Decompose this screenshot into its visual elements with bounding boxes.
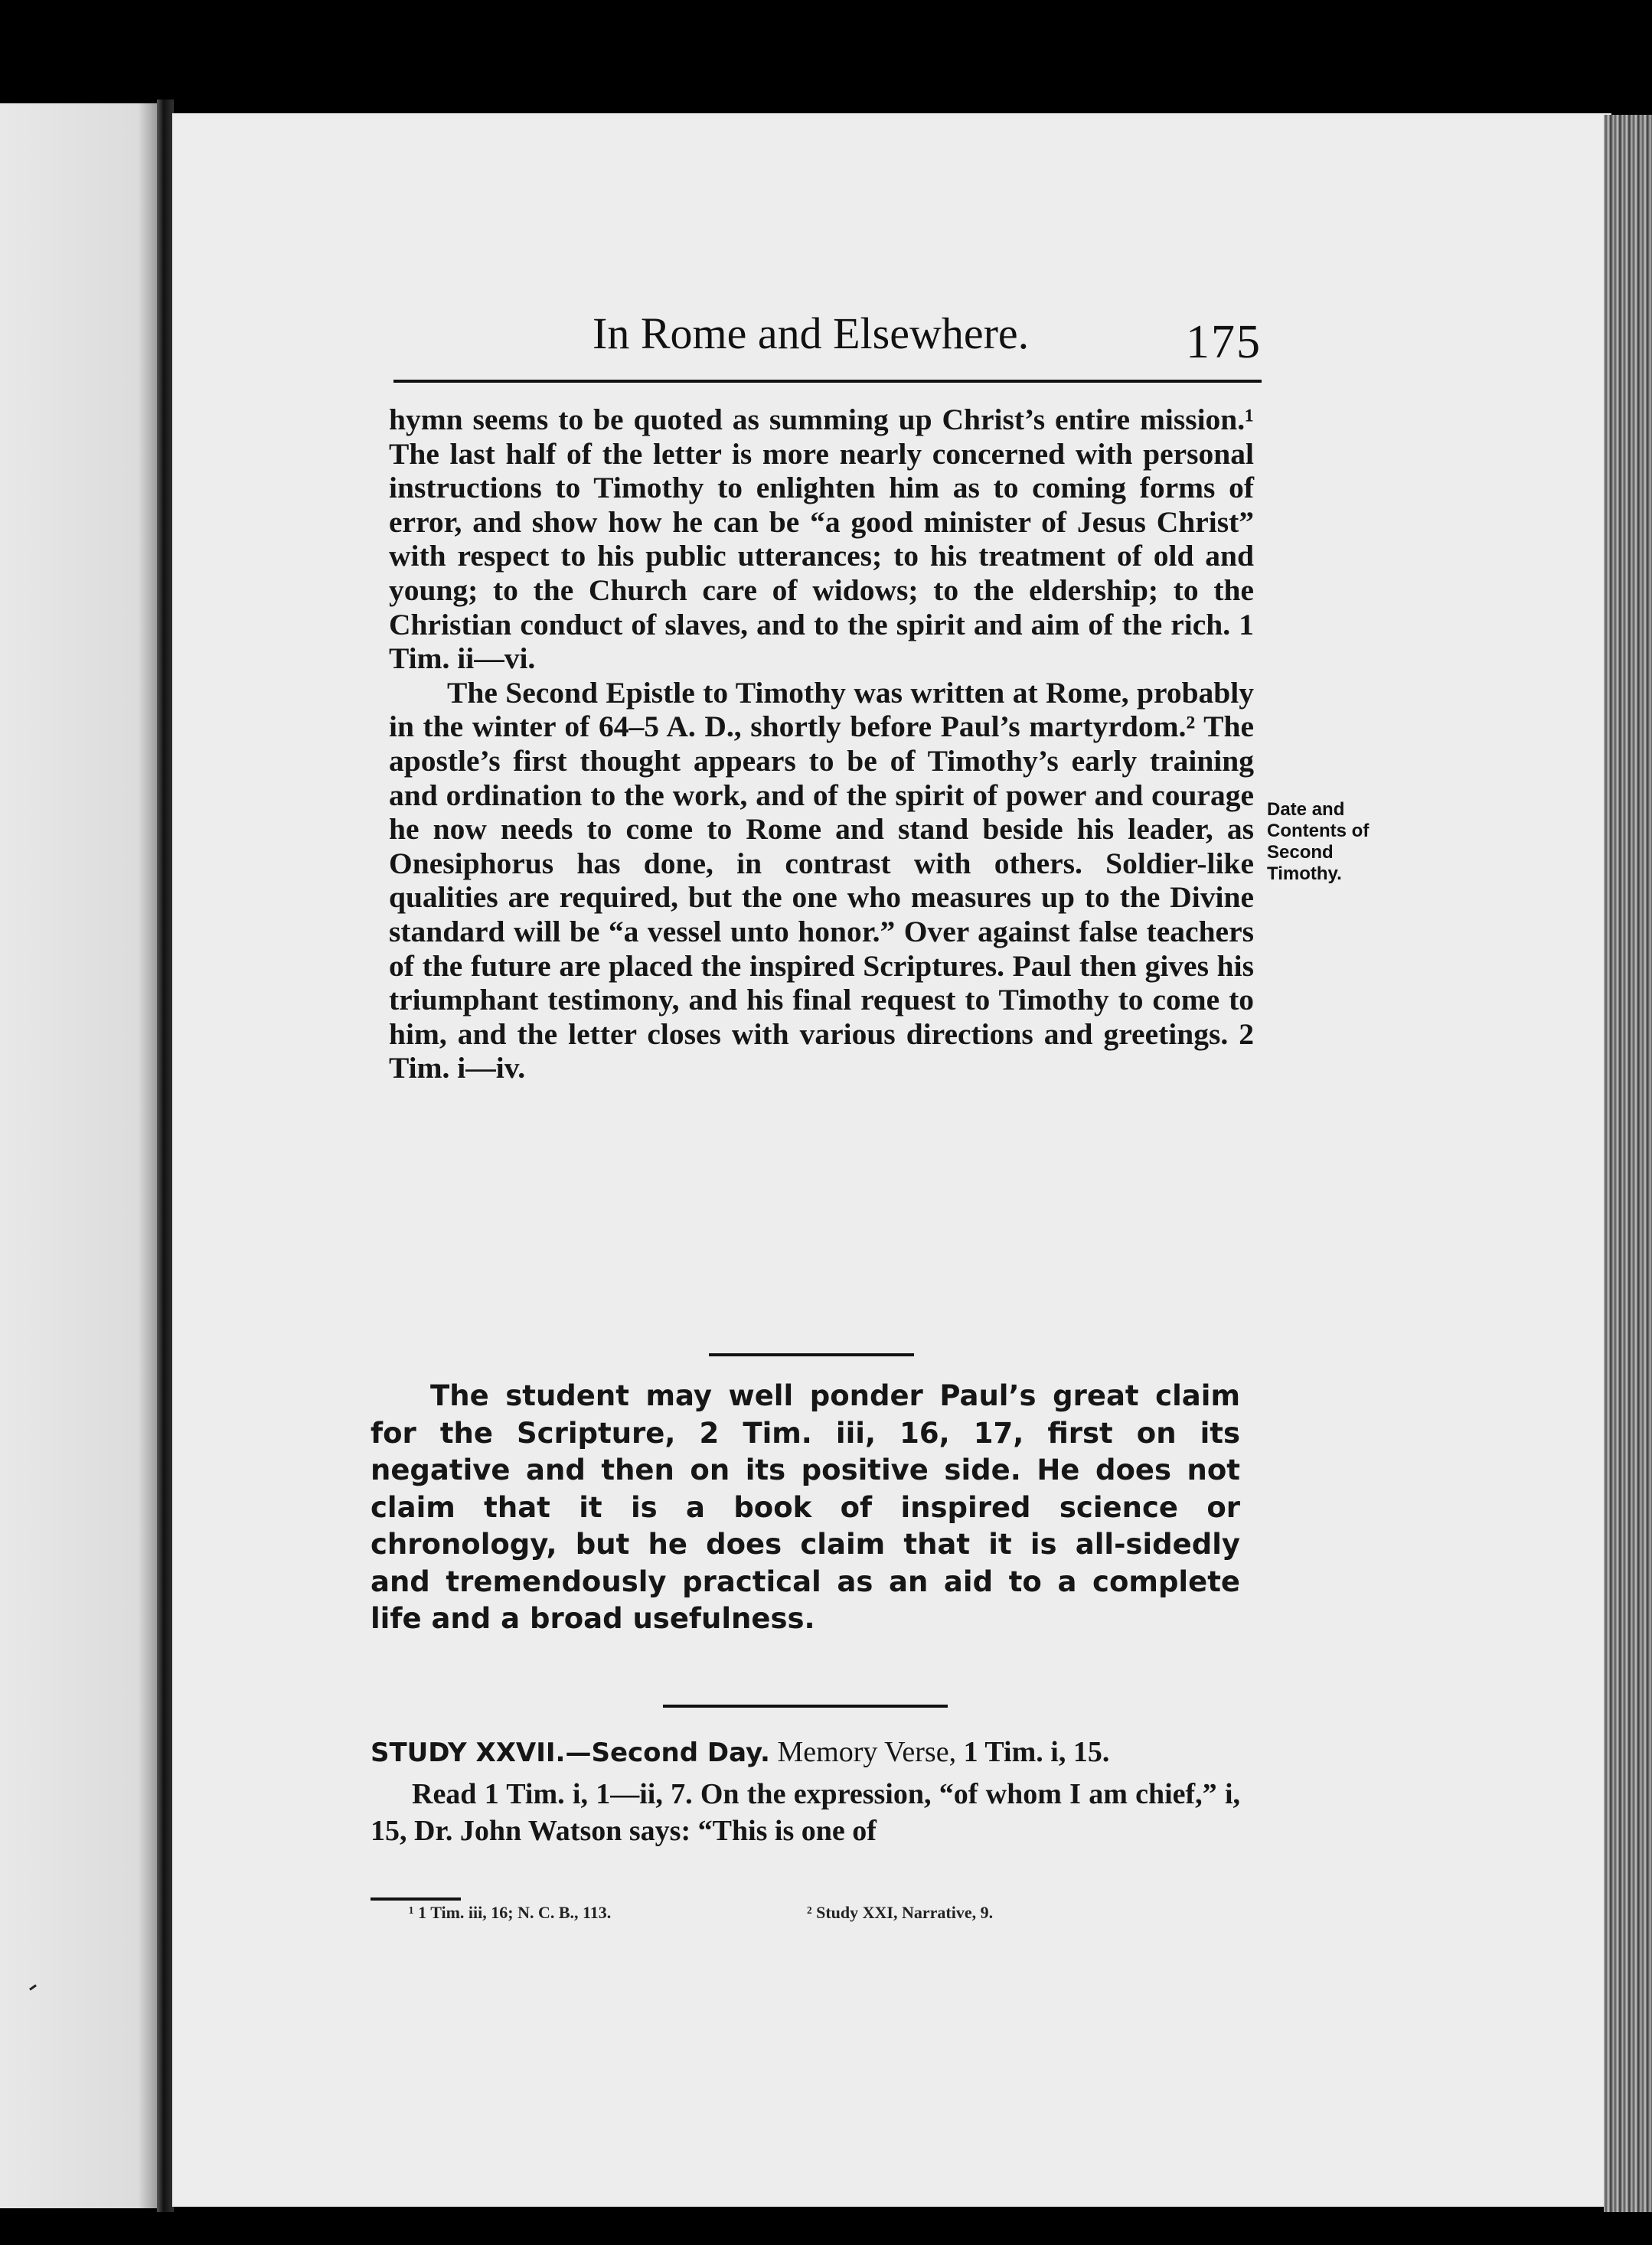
facing-page-edge: [0, 103, 162, 2208]
study-heading: [371, 1734, 1240, 1771]
memory-verse-label: Memory Verse,: [777, 1736, 957, 1768]
study-label: STUDY XXVII.—Second Day.: [371, 1738, 770, 1768]
paragraph-second-timothy: The Second Epistle to Timothy was written at Rome, probably in the winter of 64–5 A. D., shortly before Paul’s martyrdom.² The apostle’s first thought appears to be of Timothy’s early training and ordination to the work, and of the spirit of power and courage he now needs to come to Rome and stand beside his leader, as Onesiphorus has done, in contrast with others. Soldier-like qualities are required, but the one who measures up to the Divine standard will be “a vessel unto honor.” Over against false teachers of the future are placed the inspired Scriptures. Paul then gives his triumphant testimony, and his final request to Timothy to come to him, and the letter closes with various directions and greetings. 2 Tim. i—iv.: [389, 675, 1254, 1085]
main-text: [389, 403, 1254, 1085]
running-header: [393, 308, 1262, 383]
study-note-text: The student may well ponder Paul’s great claim for the Scripture, 2 Tim. iii, 16, 17, first on its negative and then on its positive side. He does not claim that it is a book of inspired science or chronology, but he does claim that it is all-sidedly and tremendously practical as an aid to a complete life and a broad usefulness.: [371, 1379, 1240, 1635]
memory-verse-ref: 1 Tim. i, 15.: [963, 1736, 1110, 1768]
margin-note: [1267, 799, 1405, 885]
section-divider: [663, 1705, 948, 1708]
book-gutter: [157, 100, 174, 2212]
paragraph-continuation: hymn seems to be quoted as summing up Christ’s entire mission.¹ The last half of the letter is more nearly concerned with personal instructions to Timothy to enlighten him as to coming forms of error, and show how he can be “a good minister of Jesus Christ” with respect to his public utterances; to his treatment of old and young; to the Church care of widows; to the eldership; to the Christian conduct of slaves, and to the spirit and aim of the rich. 1 Tim. ii—vi.: [389, 403, 1254, 676]
page-number: 175: [1186, 316, 1262, 368]
margin-note-line: Contents of: [1267, 821, 1370, 841]
section-divider: [709, 1353, 914, 1356]
page-stack-edge: [1604, 115, 1652, 2212]
footnote-rule: [371, 1897, 461, 1901]
study-note: [371, 1378, 1240, 1638]
study-text: Read 1 Tim. i, 1—ii, 7. On the expression, “of whom I am chief,” i, 15, Dr. John Watson says: “This is one of: [371, 1778, 1240, 1847]
header-rule: [393, 380, 1262, 383]
margin-note-line: Second: [1267, 842, 1334, 863]
margin-note-line: Timothy.: [1267, 863, 1342, 884]
footnote-1: ¹ 1 Tim. iii, 16; N. C. B., 113.: [409, 1903, 612, 1922]
study-section: [371, 1734, 1240, 1854]
footnote-2: ² Study XXI, Narrative, 9.: [807, 1903, 994, 1922]
running-title: In Rome and Elsewhere.: [593, 308, 1030, 358]
margin-note-line: Date and: [1267, 799, 1345, 820]
